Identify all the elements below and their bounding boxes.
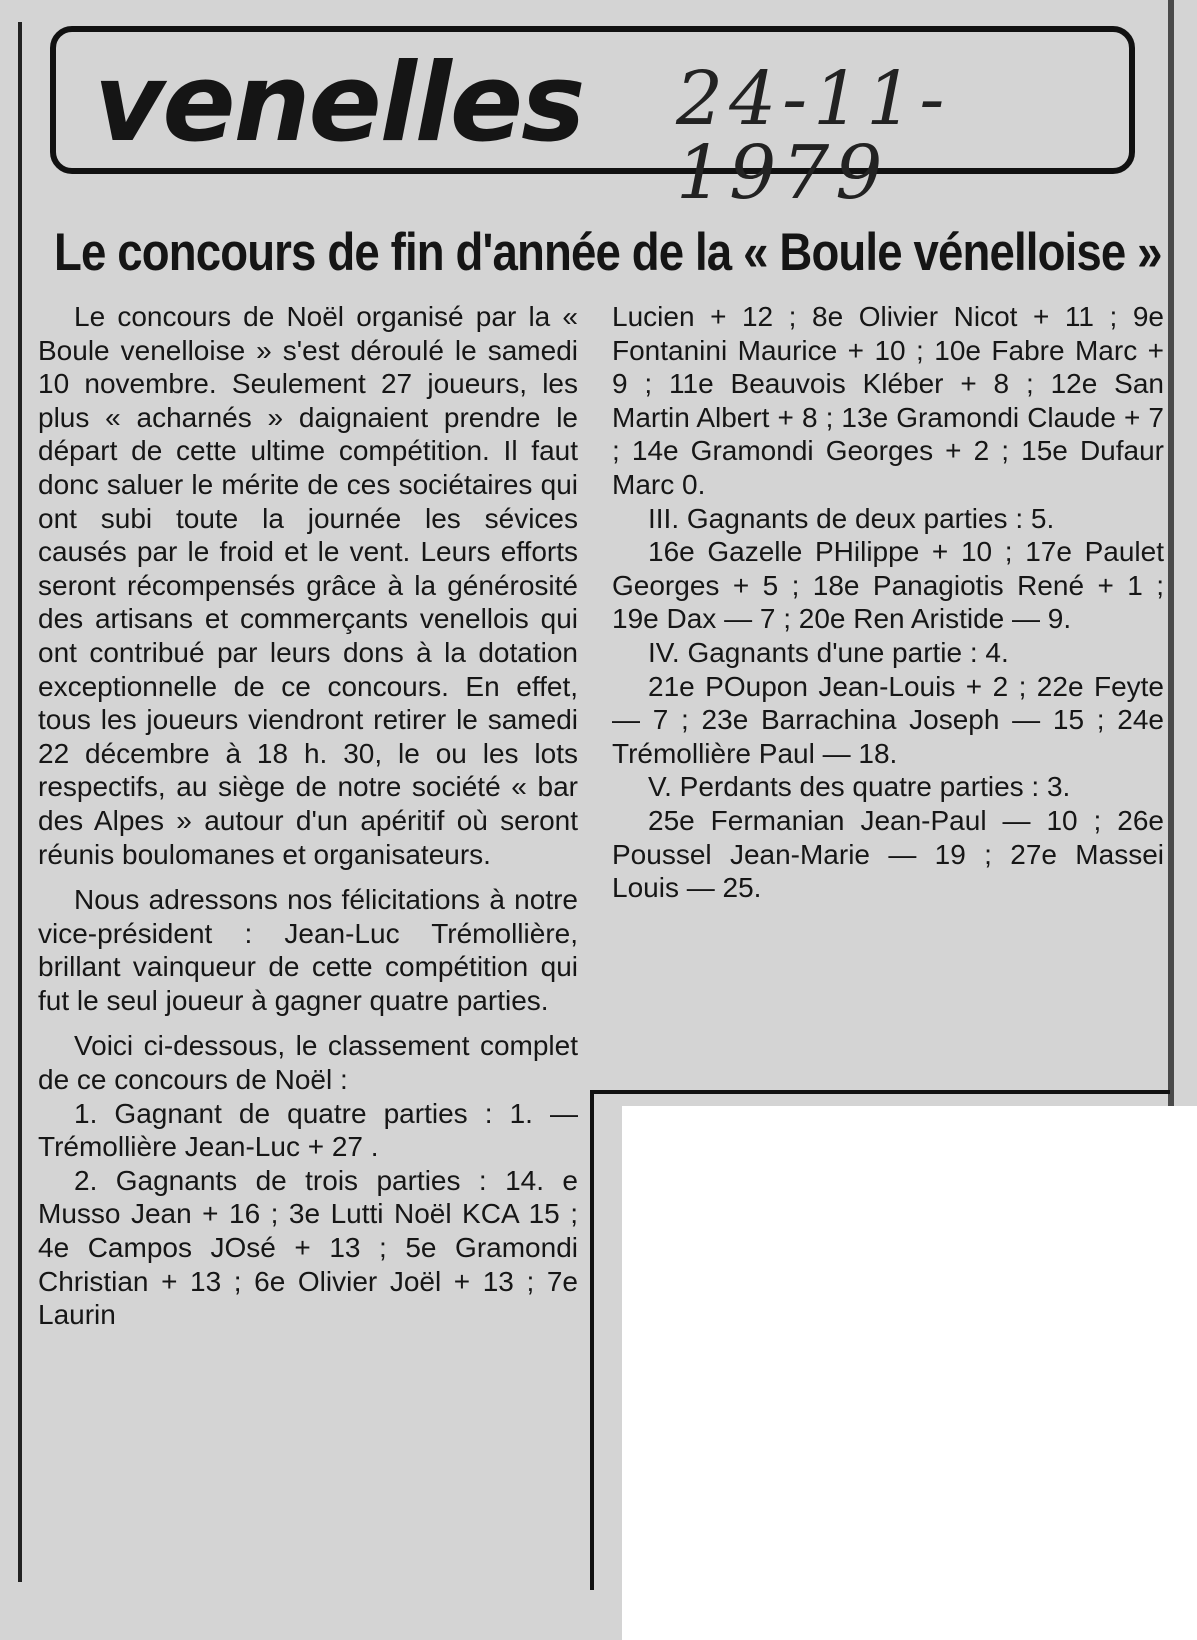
- ranking-section-5: 25e Fermanian Jean-Paul — 10 ; 26e Poussel Jean-Marie — 19 ; 27e Massei Louis — 25.: [612, 804, 1164, 904]
- ranking-heading-4: IV. Gagnants d'une partie : 4.: [648, 636, 1009, 668]
- handwritten-date: 24-11-1979: [676, 56, 951, 216]
- column-divider-horizontal: [590, 1090, 1170, 1094]
- masthead-title: venelles: [94, 41, 584, 166]
- ranking-section-3: 16e Gazelle PHilippe + 10 ; 17e Paulet Georges + 5 ; 18e Panagiotis René + 1 ; 19e Dax — 7 ; 20e Ren Aristide — 9.: [612, 536, 1164, 635]
- paragraph-ranking-intro: Voici ci-dessous, le classement complet de ce concours de Noël :: [38, 1030, 578, 1096]
- ranking-section-2: 2. Gagnants de trois parties : 14. e Musso Jean + 16 ; 3e Lutti Noël KCA 15 ; 4e Campos JOsé + 13 ; 5e Gramondi Christian + 13 ; 6e Olivier Joël + 13 ; 7e Laurin: [38, 1164, 578, 1331]
- column-divider: [590, 1090, 594, 1590]
- ranking-section-2-cont: Lucien + 12 ; 8e Olivier Nicot + 11 ; 9e Fontanini Maurice + 10 ; 10e Fabre Marc + 9 ; 11e Beauvois Kléber + 8 ; 12e San Martin Albert + 8 ; 13e Gramondi Claude + 7 ; 14e Gramondi Georges + 2 ; 15e Dufaur Marc 0.: [612, 301, 1164, 500]
- blank-area: [622, 1106, 1197, 1640]
- left-column: [38, 300, 578, 1332]
- article-headline: Le concours de fin d'année de la « Boule vénelloise »: [54, 223, 1162, 282]
- ranking-section-1: 1. Gagnant de quatre parties : 1. — Trémollière Jean-Luc + 27 .: [38, 1097, 578, 1163]
- ranking-heading-5: V. Perdants des quatre parties : 3.: [648, 771, 1071, 803]
- right-column: [612, 300, 1164, 905]
- masthead-box: [50, 26, 1135, 216]
- left-rule: [18, 22, 22, 1582]
- paragraph-intro: Le concours de Noël organisé par la « Boule venelloise » s'est déroulé le samedi 10 novembre. Seulement 27 joueurs, les plus « acharnés » daignaient prendre le départ de cette ultime compétition. Il faut donc saluer le mérite de ces sociétaires qui ont subi toute la journée les sévices causés par le froid et le vent. Leurs efforts seront récompensés grâce à la générosité des artisans et commerçants venellois qui ont contribué par leurs dons à la dotation exceptionnelle de ce concours. En effet, tous les joueurs viendront retirer le samedi 22 décembre à 18 h. 30, le ou les lots respectifs, au siège de notre société « bar des Alpes » autour d'un apéritif où seront réunis boulomanes et organisateurs.: [38, 301, 578, 870]
- right-rule: [1168, 0, 1174, 1106]
- paragraph-congrats: Nous adressons nos félicitations à notre vice-président : Jean-Luc Trémollière, brillant vainqueur de cette compétition qui fut le seul joueur à gagner quatre parties.: [38, 884, 578, 1016]
- ranking-heading-3: III. Gagnants de deux parties : 5.: [648, 502, 1055, 534]
- ranking-section-4: 21e POupon Jean-Louis + 2 ; 22e Feyte — 7 ; 23e Barrachina Joseph — 15 ; 24e Trémollière Paul — 18.: [612, 670, 1164, 769]
